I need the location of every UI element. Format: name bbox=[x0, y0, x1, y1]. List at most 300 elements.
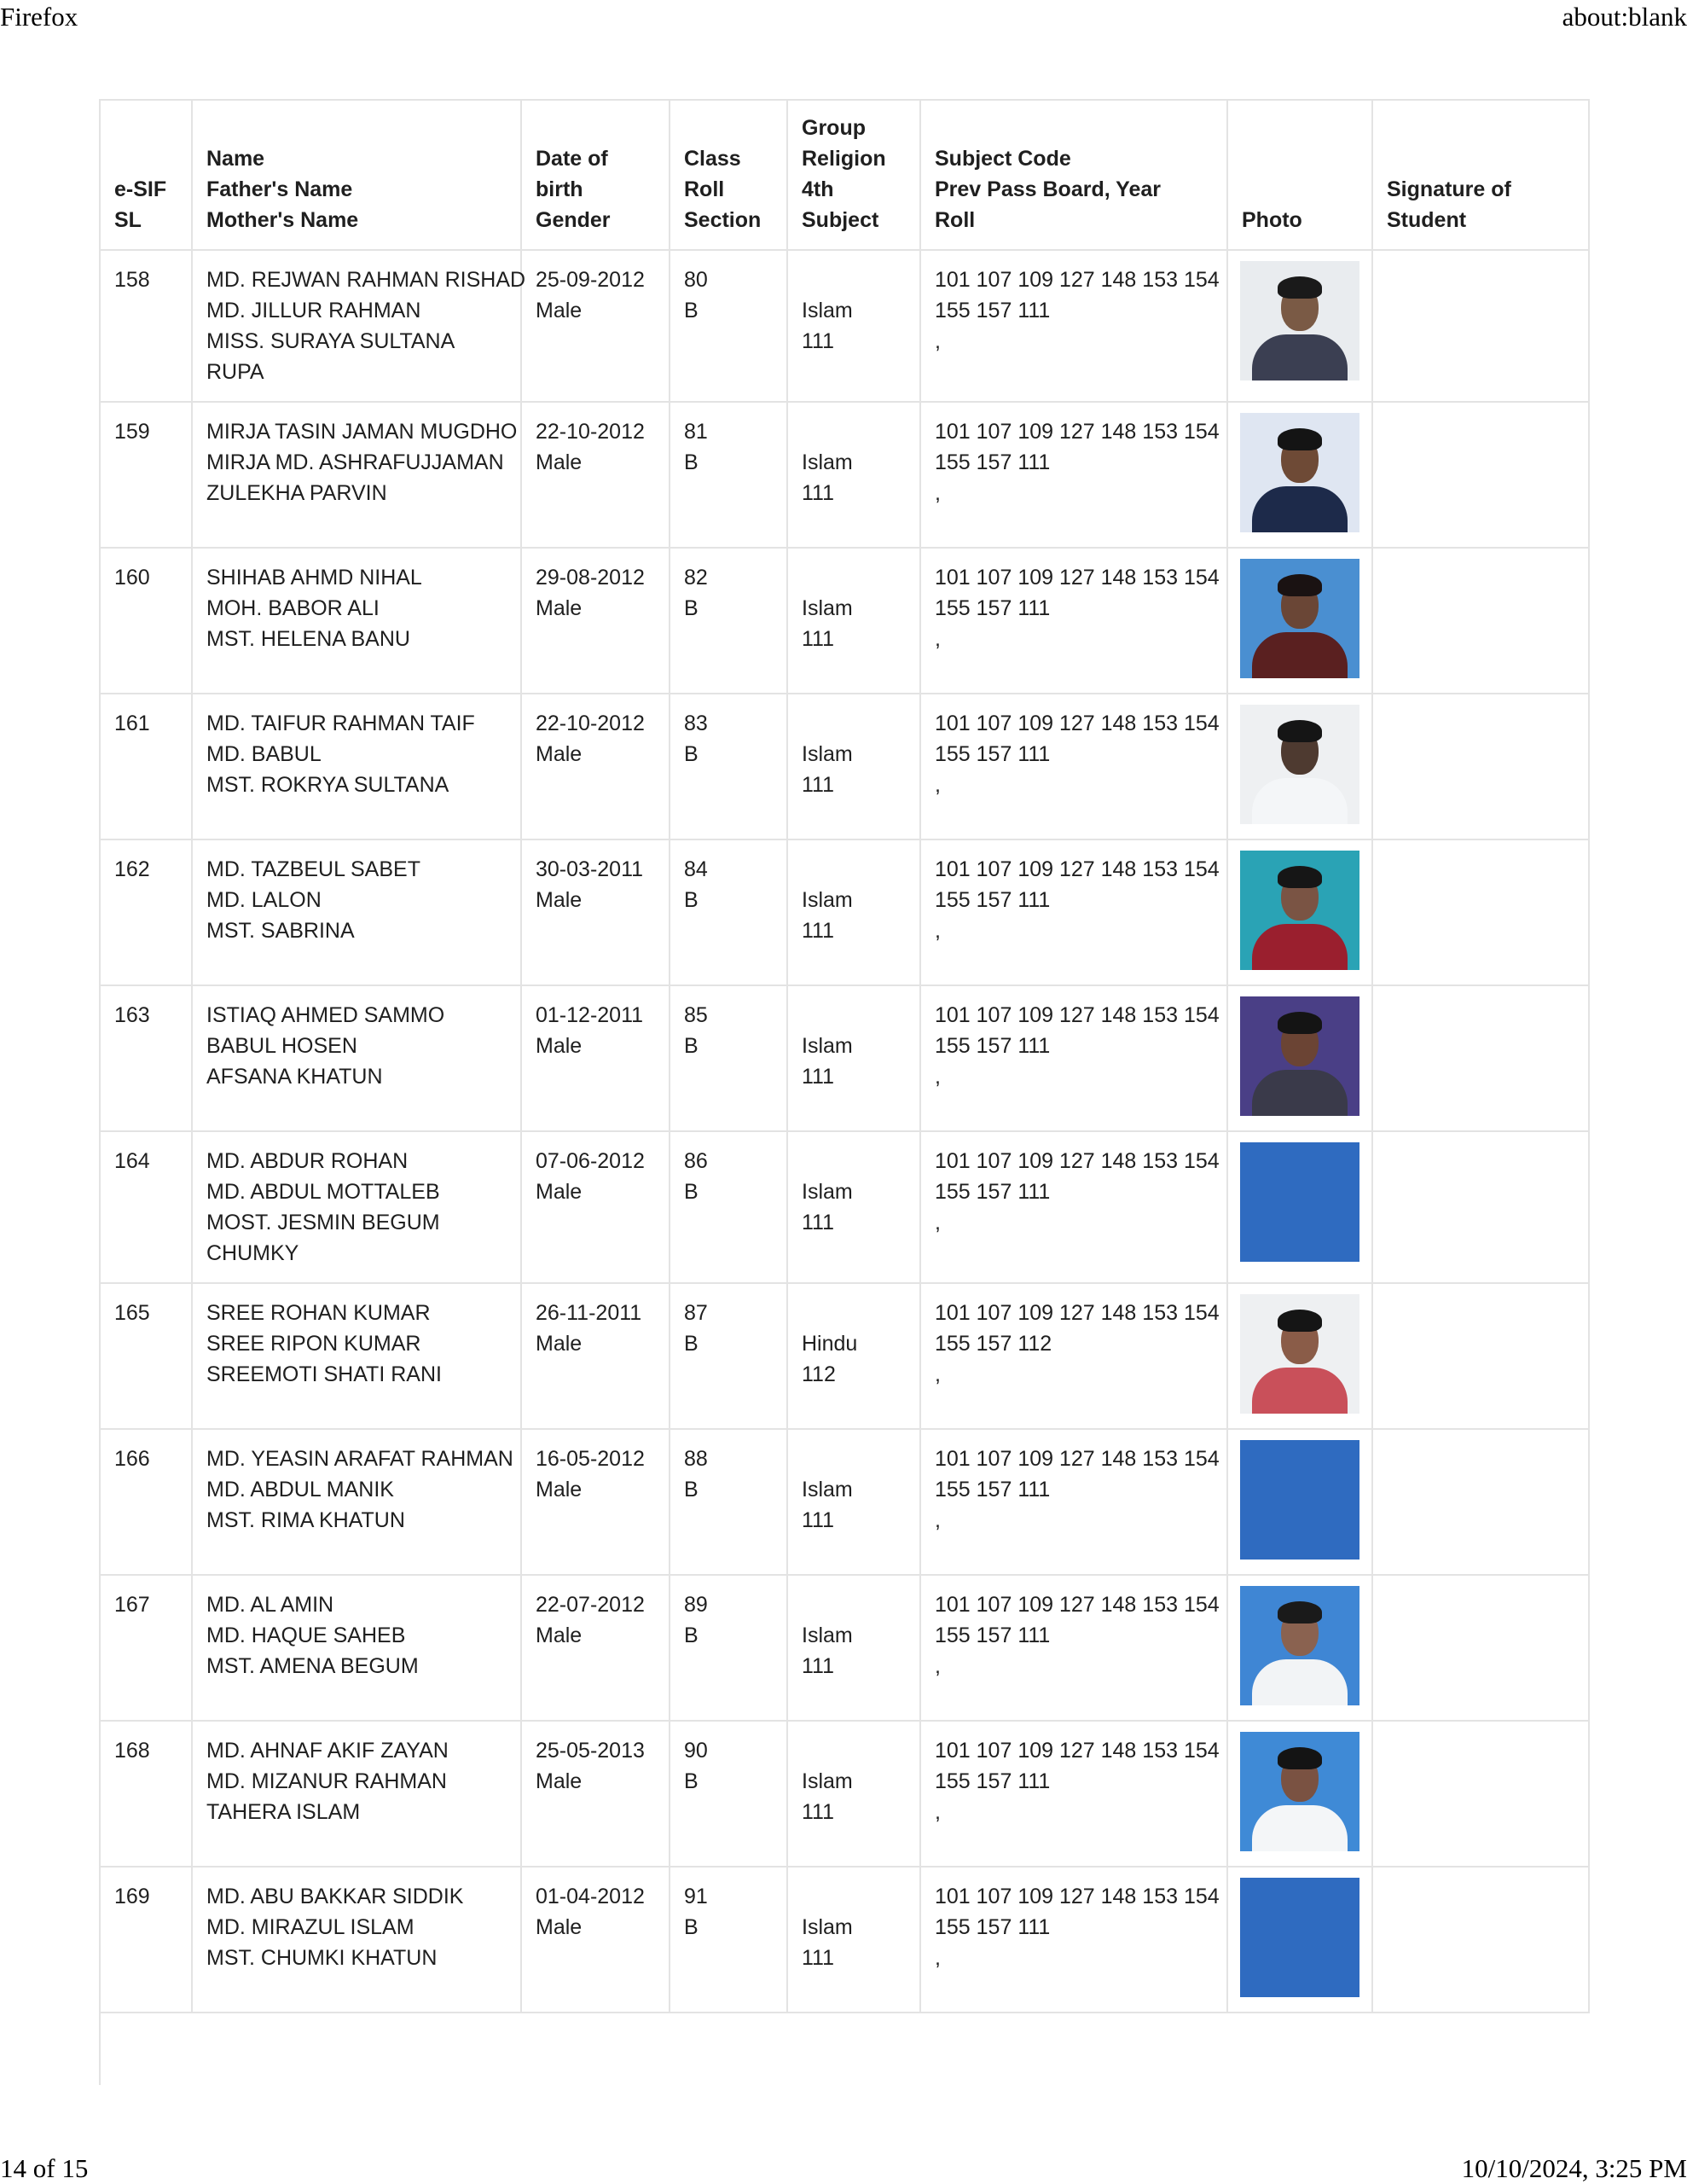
cell-photo bbox=[1227, 1867, 1372, 2013]
student-name: MIRJA TASIN JAMAN MUGDHO bbox=[206, 420, 518, 444]
student-photo bbox=[1240, 559, 1359, 678]
student-name: MD. ABDUR ROHAN bbox=[206, 1149, 409, 1173]
cell-sl bbox=[100, 1721, 192, 1867]
photo-shoulders bbox=[1252, 1368, 1348, 1414]
header-sl-line2: SL bbox=[114, 208, 142, 232]
sl-value: 165 bbox=[114, 1301, 150, 1325]
religion-value: Hindu bbox=[802, 1332, 858, 1356]
roll-value: 83 bbox=[684, 712, 708, 735]
subject-codes-line2: 155 157 111 bbox=[935, 596, 1051, 620]
mother-name: SREEMOTI SHATI RANI bbox=[206, 1362, 442, 1386]
father-name: MIRJA MD. ASHRAFUJJAMAN bbox=[206, 450, 504, 474]
religion-value: Islam bbox=[802, 1623, 853, 1647]
subject-codes-line1: 101 107 109 127 148 153 154 bbox=[935, 1593, 1220, 1617]
cell-photo bbox=[1227, 250, 1372, 402]
cell-photo bbox=[1227, 694, 1372, 839]
header-subject-line3: Roll bbox=[935, 208, 976, 232]
photo-hair bbox=[1278, 276, 1322, 299]
cell-signature bbox=[1372, 985, 1589, 1131]
religion-value: Islam bbox=[802, 450, 853, 474]
roll-value: 84 bbox=[684, 857, 708, 881]
fourth-subject-value: 111 bbox=[802, 1654, 835, 1678]
mother-name: MST. HELENA BANU bbox=[206, 627, 410, 651]
fourth-subject-value: 111 bbox=[802, 919, 835, 943]
subject-codes-line1: 101 107 109 127 148 153 154 bbox=[935, 1447, 1220, 1471]
religion-value: Islam bbox=[802, 1915, 853, 1939]
student-name: MD. YEASIN ARAFAT RAHMAN bbox=[206, 1447, 513, 1471]
father-name: MD. MIZANUR RAHMAN bbox=[206, 1769, 447, 1793]
table-row bbox=[100, 1283, 1589, 1429]
header-subject bbox=[920, 100, 1227, 250]
prev-pass-info: , bbox=[935, 1211, 941, 1234]
section-value: B bbox=[684, 1915, 699, 1939]
gender-value: Male bbox=[536, 299, 583, 322]
browser-app-name: Firefox bbox=[0, 2, 78, 32]
cell-name bbox=[192, 839, 521, 985]
photo-shoulders bbox=[1252, 486, 1348, 532]
dob-value: 30-03-2011 bbox=[536, 857, 644, 881]
father-name: MD. ABDUL MOTTALEB bbox=[206, 1180, 440, 1204]
dob-value: 25-09-2012 bbox=[536, 268, 645, 292]
header-name-line2: Father's Name bbox=[206, 177, 353, 201]
gender-value: Male bbox=[536, 888, 583, 912]
cell-class bbox=[670, 1283, 787, 1429]
cell-subject bbox=[920, 985, 1227, 1131]
roll-value: 82 bbox=[684, 566, 708, 590]
table-row bbox=[100, 1575, 1589, 1721]
roll-value: 91 bbox=[684, 1885, 708, 1908]
fourth-subject-value: 111 bbox=[802, 1211, 835, 1234]
gender-value: Male bbox=[536, 742, 583, 766]
cell-subject bbox=[920, 694, 1227, 839]
photo-hair bbox=[1278, 866, 1322, 888]
student-name: MD. TAIFUR RAHMAN TAIF bbox=[206, 712, 475, 735]
student-photo bbox=[1240, 261, 1359, 380]
header-dob-line3: Gender bbox=[536, 208, 611, 232]
father-name: MD. HAQUE SAHEB bbox=[206, 1623, 406, 1647]
fourth-subject-value: 111 bbox=[802, 1508, 835, 1532]
photo-hair bbox=[1278, 1601, 1322, 1623]
roll-value: 86 bbox=[684, 1149, 708, 1173]
father-name: MD. JILLUR RAHMAN bbox=[206, 299, 421, 322]
cell-signature bbox=[1372, 402, 1589, 548]
roster-body bbox=[100, 250, 1589, 2013]
sl-value: 160 bbox=[114, 566, 150, 590]
cell-subject bbox=[920, 1867, 1227, 2013]
roll-value: 80 bbox=[684, 268, 708, 292]
mother-name: MOST. JESMIN BEGUM CHUMKY bbox=[206, 1211, 440, 1265]
dob-value: 25-05-2013 bbox=[536, 1739, 645, 1763]
sl-value: 164 bbox=[114, 1149, 150, 1173]
cell-sl bbox=[100, 839, 192, 985]
cell-name bbox=[192, 694, 521, 839]
gender-value: Male bbox=[536, 1478, 583, 1502]
dob-value: 01-04-2012 bbox=[536, 1885, 645, 1908]
cell-dob bbox=[521, 1721, 670, 1867]
section-value: B bbox=[684, 299, 699, 322]
header-name bbox=[192, 100, 521, 250]
student-photo bbox=[1240, 1586, 1359, 1705]
subject-codes-line2: 155 157 112 bbox=[935, 1332, 1052, 1356]
photo-background bbox=[1240, 1142, 1359, 1262]
cell-subject bbox=[920, 1429, 1227, 1575]
sl-value: 166 bbox=[114, 1447, 150, 1471]
gender-value: Male bbox=[536, 450, 583, 474]
subject-codes-line2: 155 157 111 bbox=[935, 1034, 1051, 1058]
cell-name bbox=[192, 402, 521, 548]
student-name: SHIHAB AHMD NIHAL bbox=[206, 566, 422, 590]
section-value: B bbox=[684, 1034, 699, 1058]
subject-codes-line2: 155 157 111 bbox=[935, 1915, 1051, 1939]
cell-sl bbox=[100, 548, 192, 694]
student-photo bbox=[1240, 851, 1359, 970]
cell-name bbox=[192, 250, 526, 402]
dob-value: 22-10-2012 bbox=[536, 420, 645, 444]
section-value: B bbox=[684, 742, 699, 766]
father-name: MD. LALON bbox=[206, 888, 322, 912]
student-name: SREE ROHAN KUMAR bbox=[206, 1301, 431, 1325]
table-row bbox=[100, 694, 1589, 839]
cell-name bbox=[192, 1867, 521, 2013]
prev-pass-info: , bbox=[935, 773, 941, 797]
subject-codes-line2: 155 157 111 bbox=[935, 742, 1051, 766]
cell-sl bbox=[100, 1867, 192, 2013]
dob-value: 22-07-2012 bbox=[536, 1593, 645, 1617]
student-photo bbox=[1240, 705, 1359, 824]
sl-value: 161 bbox=[114, 712, 150, 735]
cell-dob bbox=[521, 1131, 670, 1283]
religion-value: Islam bbox=[802, 888, 853, 912]
gender-value: Male bbox=[536, 1180, 583, 1204]
header-name-line1: Name bbox=[206, 147, 265, 171]
photo-hair bbox=[1278, 574, 1322, 596]
cell-sl bbox=[100, 1131, 192, 1283]
sl-value: 163 bbox=[114, 1003, 150, 1027]
photo-shoulders bbox=[1252, 778, 1348, 824]
cell-sl bbox=[100, 1283, 192, 1429]
cell-sl bbox=[100, 402, 192, 548]
student-name: MD. ABU BAKKAR SIDDIK bbox=[206, 1885, 464, 1908]
mother-name: MISS. SURAYA SULTANA RUPA bbox=[206, 329, 454, 384]
table-row bbox=[100, 1867, 1589, 2013]
cell-dob bbox=[521, 1429, 670, 1575]
header-dob bbox=[521, 100, 670, 250]
header-class-line3: Section bbox=[684, 208, 762, 232]
prev-pass-info: , bbox=[935, 1654, 941, 1678]
student-photo bbox=[1240, 1440, 1359, 1560]
gender-value: Male bbox=[536, 1332, 583, 1356]
fourth-subject-value: 111 bbox=[802, 1800, 835, 1824]
table-row bbox=[100, 548, 1589, 694]
subject-codes-line2: 155 157 111 bbox=[935, 1180, 1051, 1204]
cell-group bbox=[787, 1575, 920, 1721]
cell-group bbox=[787, 1721, 920, 1867]
cell-group bbox=[787, 548, 920, 694]
photo-hair bbox=[1278, 720, 1322, 742]
subject-codes-line1: 101 107 109 127 148 153 154 bbox=[935, 1885, 1220, 1908]
table-continuation-line bbox=[99, 2003, 101, 2085]
cell-photo bbox=[1227, 1131, 1372, 1283]
subject-codes-line2: 155 157 111 bbox=[935, 299, 1051, 322]
cell-signature bbox=[1372, 1429, 1589, 1575]
prev-pass-info: , bbox=[935, 481, 941, 505]
subject-codes-line1: 101 107 109 127 148 153 154 bbox=[935, 420, 1220, 444]
header-class bbox=[670, 100, 787, 250]
header-sl-line1: e-SIF bbox=[114, 177, 167, 201]
cell-signature bbox=[1372, 548, 1589, 694]
dob-value: 26-11-2011 bbox=[536, 1301, 642, 1325]
sl-value: 158 bbox=[114, 268, 150, 292]
sl-value: 169 bbox=[114, 1885, 150, 1908]
cell-class bbox=[670, 250, 787, 402]
subject-codes-line2: 155 157 111 bbox=[935, 1478, 1051, 1502]
religion-value: Islam bbox=[802, 1180, 853, 1204]
fourth-subject-value: 111 bbox=[802, 627, 835, 651]
table-row bbox=[100, 402, 1589, 548]
subject-codes-line1: 101 107 109 127 148 153 154 bbox=[935, 1301, 1220, 1325]
fourth-subject-value: 111 bbox=[802, 481, 835, 505]
photo-shoulders bbox=[1252, 334, 1348, 380]
cell-subject bbox=[920, 1131, 1227, 1283]
header-name-line3: Mother's Name bbox=[206, 208, 359, 232]
sl-value: 159 bbox=[114, 420, 150, 444]
subject-codes-line2: 155 157 111 bbox=[935, 888, 1051, 912]
cell-group bbox=[787, 1867, 920, 2013]
student-name: MD. AL AMIN bbox=[206, 1593, 334, 1617]
header-sl bbox=[100, 100, 192, 250]
section-value: B bbox=[684, 596, 699, 620]
father-name: MD. BABUL bbox=[206, 742, 322, 766]
cell-photo bbox=[1227, 1283, 1372, 1429]
cell-photo bbox=[1227, 402, 1372, 548]
religion-value: Islam bbox=[802, 1769, 853, 1793]
prev-pass-info: , bbox=[935, 919, 941, 943]
roll-value: 87 bbox=[684, 1301, 708, 1325]
table-header-row bbox=[100, 100, 1589, 250]
religion-value: Islam bbox=[802, 742, 853, 766]
cell-name bbox=[192, 985, 521, 1131]
religion-value: Islam bbox=[802, 299, 853, 322]
header-group-line4: Subject bbox=[802, 208, 879, 232]
mother-name: MST. AMENA BEGUM bbox=[206, 1654, 419, 1678]
cell-name bbox=[192, 1429, 521, 1575]
table-row bbox=[100, 1429, 1589, 1575]
table-row bbox=[100, 1131, 1589, 1283]
father-name: MOH. BABOR ALI bbox=[206, 596, 380, 620]
header-signature bbox=[1372, 100, 1589, 250]
cell-class bbox=[670, 1131, 787, 1283]
photo-hair bbox=[1278, 1747, 1322, 1769]
cell-signature bbox=[1372, 1575, 1589, 1721]
header-class-line2: Roll bbox=[684, 177, 725, 201]
roll-value: 88 bbox=[684, 1447, 708, 1471]
table-row bbox=[100, 1721, 1589, 1867]
student-photo bbox=[1240, 1878, 1359, 1997]
cell-class bbox=[670, 1429, 787, 1575]
cell-photo bbox=[1227, 1429, 1372, 1575]
photo-shoulders bbox=[1252, 1805, 1348, 1851]
header-subject-line1: Subject Code bbox=[935, 147, 1071, 171]
header-dob-line2: birth bbox=[536, 177, 583, 201]
gender-value: Male bbox=[536, 1915, 583, 1939]
section-value: B bbox=[684, 1332, 699, 1356]
page-indicator: 14 of 15 bbox=[0, 2153, 89, 2183]
fourth-subject-value: 111 bbox=[802, 1065, 835, 1089]
table-row bbox=[100, 250, 1589, 402]
cell-subject bbox=[920, 402, 1227, 548]
cell-class bbox=[670, 839, 787, 985]
cell-dob bbox=[521, 694, 670, 839]
cell-photo bbox=[1227, 1721, 1372, 1867]
cell-group bbox=[787, 1131, 920, 1283]
header-signature-line1: Signature of bbox=[1387, 177, 1511, 201]
student-photo bbox=[1240, 996, 1359, 1116]
dob-value: 29-08-2012 bbox=[536, 566, 645, 590]
father-name: MD. MIRAZUL ISLAM bbox=[206, 1915, 415, 1939]
prev-pass-info: , bbox=[935, 1800, 941, 1824]
photo-background bbox=[1240, 1440, 1359, 1560]
photo-hair bbox=[1278, 1310, 1322, 1332]
roll-value: 85 bbox=[684, 1003, 708, 1027]
prev-pass-info: , bbox=[935, 627, 941, 651]
gender-value: Male bbox=[536, 1623, 583, 1647]
subject-codes-line1: 101 107 109 127 148 153 154 bbox=[935, 566, 1220, 590]
father-name: MD. ABDUL MANIK bbox=[206, 1478, 394, 1502]
student-name: MD. REJWAN RAHMAN RISHAD bbox=[206, 268, 526, 292]
cell-sl bbox=[100, 694, 192, 839]
roll-value: 89 bbox=[684, 1593, 708, 1617]
cell-class bbox=[670, 694, 787, 839]
header-subject-line2: Prev Pass Board, Year bbox=[935, 177, 1161, 201]
cell-class bbox=[670, 548, 787, 694]
cell-subject bbox=[920, 1721, 1227, 1867]
header-photo bbox=[1227, 100, 1372, 250]
header-photo-label: Photo bbox=[1242, 208, 1302, 232]
cell-sl bbox=[100, 1429, 192, 1575]
header-group bbox=[787, 100, 920, 250]
cell-dob bbox=[521, 1867, 670, 2013]
roll-value: 90 bbox=[684, 1739, 708, 1763]
cell-class bbox=[670, 1575, 787, 1721]
cell-signature bbox=[1372, 694, 1589, 839]
subject-codes-line2: 155 157 111 bbox=[935, 450, 1051, 474]
subject-codes-line1: 101 107 109 127 148 153 154 bbox=[935, 1003, 1220, 1027]
cell-photo bbox=[1227, 985, 1372, 1131]
photo-hair bbox=[1278, 1012, 1322, 1034]
cell-sl bbox=[100, 1575, 192, 1721]
dob-value: 22-10-2012 bbox=[536, 712, 645, 735]
cell-class bbox=[670, 402, 787, 548]
cell-subject bbox=[920, 1283, 1227, 1429]
cell-dob bbox=[521, 839, 670, 985]
cell-photo bbox=[1227, 548, 1372, 694]
header-group-line2: Religion bbox=[802, 147, 886, 171]
section-value: B bbox=[684, 1180, 699, 1204]
fourth-subject-value: 111 bbox=[802, 329, 835, 353]
cell-dob bbox=[521, 1575, 670, 1721]
mother-name: TAHERA ISLAM bbox=[206, 1800, 361, 1824]
student-photo bbox=[1240, 413, 1359, 532]
cell-class bbox=[670, 1721, 787, 1867]
prev-pass-info: , bbox=[935, 1065, 941, 1089]
prev-pass-info: , bbox=[935, 1508, 941, 1532]
cell-name bbox=[192, 1283, 521, 1429]
gender-value: Male bbox=[536, 596, 583, 620]
section-value: B bbox=[684, 1478, 699, 1502]
gender-value: Male bbox=[536, 1034, 583, 1058]
section-value: B bbox=[684, 1769, 699, 1793]
cell-group bbox=[787, 694, 920, 839]
browser-url: about:blank bbox=[1562, 2, 1687, 32]
cell-group bbox=[787, 402, 920, 548]
dob-value: 01-12-2011 bbox=[536, 1003, 644, 1027]
subject-codes-line1: 101 107 109 127 148 153 154 bbox=[935, 857, 1220, 881]
cell-group bbox=[787, 1429, 920, 1575]
table-row bbox=[100, 839, 1589, 985]
cell-signature bbox=[1372, 1283, 1589, 1429]
fourth-subject-value: 111 bbox=[802, 1946, 835, 1970]
student-roster-sheet bbox=[99, 99, 1588, 2013]
photo-hair bbox=[1278, 428, 1322, 450]
father-name: SREE RIPON KUMAR bbox=[206, 1332, 421, 1356]
father-name: BABUL HOSEN bbox=[206, 1034, 357, 1058]
cell-signature bbox=[1372, 1867, 1589, 2013]
cell-name bbox=[192, 1575, 521, 1721]
section-value: B bbox=[684, 450, 699, 474]
header-group-line3: 4th bbox=[802, 177, 834, 201]
student-name: ISTIAQ AHMED SAMMO bbox=[206, 1003, 445, 1027]
gender-value: Male bbox=[536, 1769, 583, 1793]
photo-shoulders bbox=[1252, 1659, 1348, 1705]
fourth-subject-value: 111 bbox=[802, 773, 835, 797]
cell-subject bbox=[920, 839, 1227, 985]
mother-name: ZULEKHA PARVIN bbox=[206, 481, 387, 505]
mother-name: MST. RIMA KHATUN bbox=[206, 1508, 405, 1532]
cell-photo bbox=[1227, 839, 1372, 985]
print-datetime: 10/10/2024, 3:25 PM bbox=[1461, 2153, 1687, 2183]
cell-class bbox=[670, 1867, 787, 2013]
cell-dob bbox=[521, 402, 670, 548]
header-dob-line1: Date of bbox=[536, 147, 608, 171]
cell-group bbox=[787, 985, 920, 1131]
subject-codes-line1: 101 107 109 127 148 153 154 bbox=[935, 1739, 1220, 1763]
subject-codes-line1: 101 107 109 127 148 153 154 bbox=[935, 1149, 1220, 1173]
photo-background bbox=[1240, 1878, 1359, 1997]
student-name: MD. TAZBEUL SABET bbox=[206, 857, 420, 881]
cell-name bbox=[192, 1131, 521, 1283]
section-value: B bbox=[684, 888, 699, 912]
cell-dob bbox=[521, 250, 670, 402]
mother-name: MST. ROKRYA SULTANA bbox=[206, 773, 449, 797]
subject-codes-line2: 155 157 111 bbox=[935, 1623, 1051, 1647]
photo-shoulders bbox=[1252, 1070, 1348, 1116]
cell-class bbox=[670, 985, 787, 1131]
sl-value: 167 bbox=[114, 1593, 150, 1617]
cell-signature bbox=[1372, 1721, 1589, 1867]
sl-value: 162 bbox=[114, 857, 150, 881]
table-row bbox=[100, 985, 1589, 1131]
cell-subject bbox=[920, 548, 1227, 694]
photo-shoulders bbox=[1252, 924, 1348, 970]
student-photo bbox=[1240, 1294, 1359, 1414]
roll-value: 81 bbox=[684, 420, 708, 444]
student-name: MD. AHNAF AKIF ZAYAN bbox=[206, 1739, 449, 1763]
cell-signature bbox=[1372, 839, 1589, 985]
prev-pass-info: , bbox=[935, 1362, 941, 1386]
cell-dob bbox=[521, 985, 670, 1131]
section-value: B bbox=[684, 1623, 699, 1647]
student-roster-table bbox=[99, 99, 1590, 2013]
